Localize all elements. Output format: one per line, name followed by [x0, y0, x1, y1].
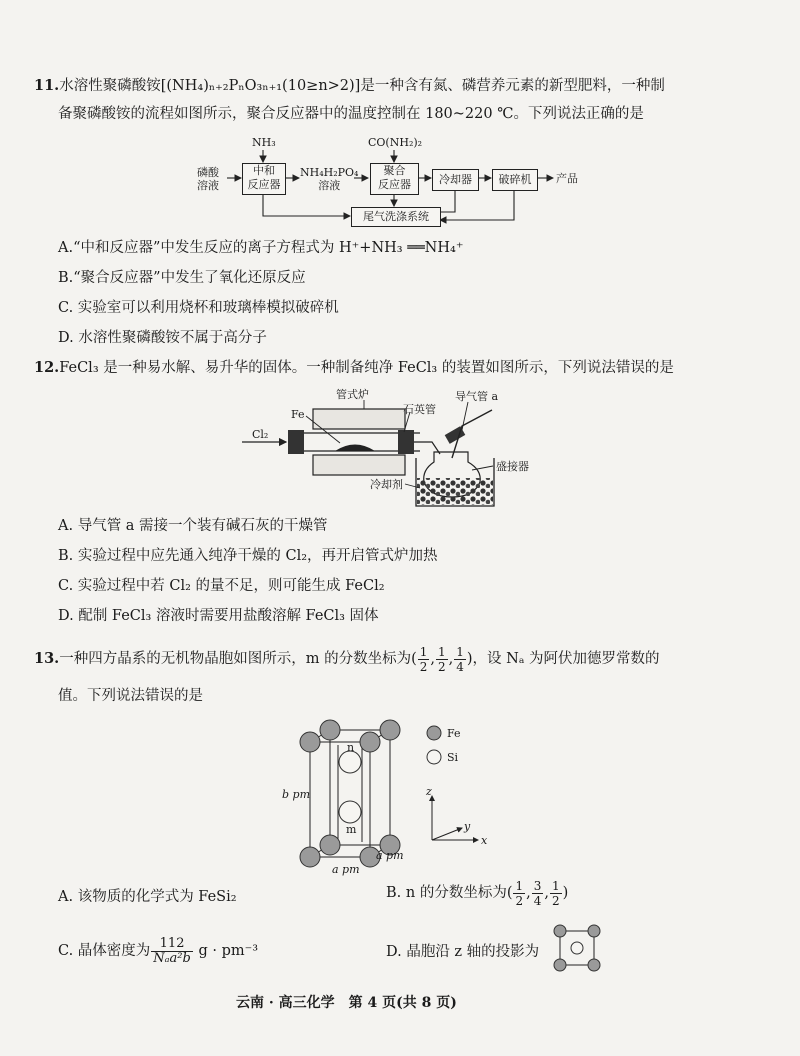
q12-option-b: B. 实验过程中应先通入纯净干燥的 Cl₂，再开启管式炉加热: [58, 548, 438, 564]
q13-z-axis: z: [426, 785, 432, 798]
q13-option-c: C. 晶体密度为 $\frac{112}{\text{Nₐa²b}}$ g · pm⁻³: [58, 935, 259, 966]
q11-stem-line1: 11.水溶性聚磷酸铵[(NH₄)ₙ₊₂PₙO₃ₙ₊₁(10≥n>2)]是一种含有氮、磷营养元素的新型肥料，一种制: [34, 77, 665, 94]
q12-number: 12.: [34, 359, 60, 376]
q12-furnace-label: 管式炉: [336, 388, 369, 401]
q13-option-d: D. 晶胞沿 z 轴的投影为: [386, 944, 540, 960]
q12-option-c: C. 实验过程中若 Cl₂ 的量不足，则可能生成 FeCl₂: [58, 578, 385, 594]
q11-crusher-box: 破碎机: [492, 169, 538, 191]
q11-number: 11.: [34, 77, 60, 94]
q11-product-label: 产品: [556, 172, 578, 185]
q13-option-b: B. n 的分数坐标为( $\frac{1}{2}$ , $\frac{3}{4}$ , $\frac{1}{2}$ ): [386, 878, 569, 908]
q13-label-m: m: [346, 823, 357, 836]
q11-neutralizer-box: 中和 反应器: [242, 163, 286, 195]
q13-stem-line2: 值。下列说法错误的是: [58, 688, 203, 704]
q11-input-label: 磷酸 溶液: [197, 166, 219, 192]
q13-number: 13.: [34, 650, 60, 667]
q11-option-d: D. 水溶性聚磷酸铵不属于高分子: [58, 330, 267, 346]
q12-stem: 12.FeCl₃ 是一种易水解、易升华的固体。一种制备纯净 FeCl₃ 的装置如图所示，下列说法错误的是: [34, 359, 674, 376]
q13-legend-si: Si: [447, 751, 459, 764]
q11-intermediate-label: NH₄H₂PO₄ 溶液: [300, 166, 359, 192]
q12-conduit-label: 导气管 a: [455, 390, 499, 403]
q13-stem-line1: 13.一种四方晶系的无机物晶胞如图所示，m 的分数坐标为( $\frac{1}{2}$ , $\frac{1}{2}$ , $\frac{1}{4}$ )，设 Nₐ 为阿伏加德罗常数的: [34, 644, 660, 674]
q11-cooler-box: 冷却器: [432, 169, 479, 191]
q13-legend-fe: Fe: [447, 727, 461, 740]
q13-a-axis-label-2: a pm: [376, 849, 404, 862]
q11-tail-gas-box: 尾气洗涤系统: [351, 207, 441, 227]
q11-stem-line2: 备聚磷酸铵的流程如图所示，聚合反应器中的温度控制在 180~220 ℃。下列说法正确的是: [58, 106, 644, 122]
q13-label-n: n: [347, 741, 355, 754]
q13-option-a: A. 该物质的化学式为 FeSi₂: [58, 889, 237, 905]
q13-x-axis: x: [481, 834, 488, 847]
q12-coolant-label: 冷却剂: [370, 478, 403, 491]
q12-option-d: D. 配制 FeCl₃ 溶液时需要用盐酸溶解 FeCl₃ 固体: [58, 608, 379, 624]
q12-option-a: A. 导气管 a 需接一个装有碱石灰的干燥管: [58, 518, 328, 534]
q12-fe-label: Fe: [291, 408, 305, 421]
q13-a-axis-label-1: a pm: [332, 863, 360, 876]
q13-m-z-fraction: $\frac{1}{4}$: [456, 644, 464, 674]
q11-nh3-label: NH₃: [252, 136, 276, 149]
q11-option-b: B.“聚合反应器”中发生了氧化还原反应: [58, 270, 306, 286]
q12-cl2-label: Cl₂: [252, 428, 269, 441]
q13-m-x-fraction: $\frac{1}{2}$: [419, 644, 428, 674]
q12-tube-label: 石英管: [403, 403, 436, 416]
q13-y-axis: y: [464, 820, 471, 833]
q11-urea-label: CO(NH₂)₂: [368, 136, 423, 149]
q12-receiver-label: 盛接器: [496, 460, 529, 473]
q13-b-axis-label: b pm: [282, 788, 311, 801]
q11-polymerizer-box: 聚合 反应器: [370, 163, 419, 195]
q11-option-a: A.“中和反应器”中发生反应的离子方程式为 H⁺+NH₃ ══NH₄⁺: [58, 240, 464, 256]
q13-m-y-fraction: $\frac{1}{2}$: [438, 644, 446, 674]
q13-density-fraction: $\frac{112}{\text{Nₐa²b}}$: [153, 935, 191, 966]
q11-option-c: C. 实验室可以利用烧杯和玻璃棒模拟破碎机: [58, 300, 339, 316]
page-footer: 云南 · 高三化学 第 4 页(共 8 页): [236, 995, 457, 1011]
